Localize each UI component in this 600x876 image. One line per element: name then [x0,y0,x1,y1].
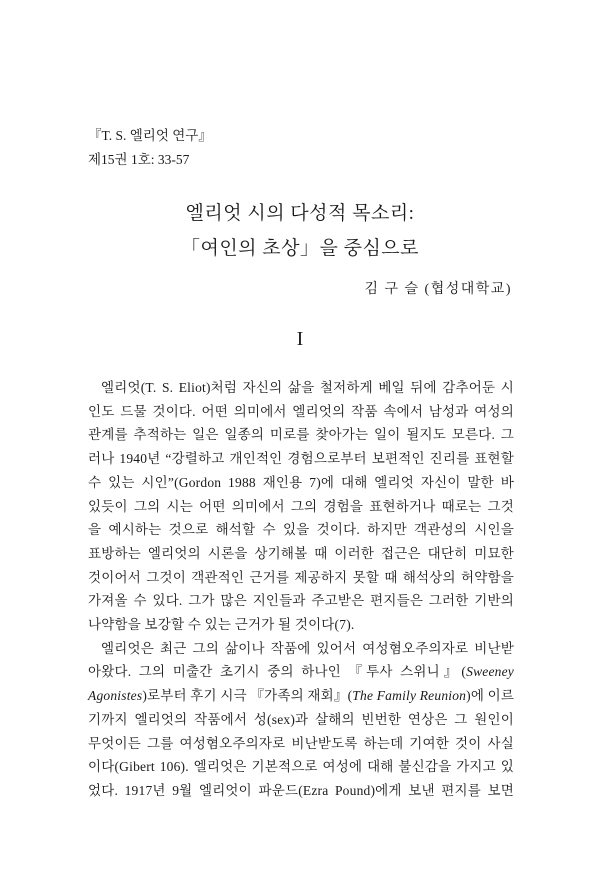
journal-name: 『T. S. 엘리엇 연구』 [88,128,212,143]
paragraph-2 [88,637,514,803]
italic-title: Sweeney [466,664,514,680]
text-segment: )로부터 후기 시극 『가족의 재회』( [142,688,353,704]
text-line: 었다. 1917년 9월 엘리엇이 파운드(Ezra Pound)에게 보낸 편지를 보면 [88,782,514,798]
section-number: I [296,328,304,350]
issue-info: 제15권 1호: 33-57 [88,152,190,167]
italic-title: The Family Reunion [352,688,467,704]
italic-title: Agonistes [88,688,143,704]
text-segment: 아왔다. 그의 미출간 초기시 중의 하나인 『투사 스위니』( [88,664,467,680]
text-line: 수 있는 시인”(Gordon 1988 재인용 7)에 대해 엘리엇 자신이 말한 바 [88,474,514,490]
text-line: 표방하는 엘리엇의 시론을 상기해볼 때 이러한 접근은 대단히 미묘한 [88,545,514,561]
journal-header [88,124,212,172]
title-line-2: 「여인의 초상」을 중심으로 [180,238,420,259]
text-line [88,684,514,708]
text-line: 기까지 엘리엇의 작품에서 성(sex)과 살해의 빈번한 연상은 그 원인이 [88,711,514,727]
text-line: 인도 드물 것이다. 어떤 의미에서 엘리엇의 작품 속에서 남성과 여성의 [88,403,514,419]
text-line: 을 예시하는 것으로 해석할 수 있을 것이다. 하지만 객관성의 시인을 [88,522,514,538]
body-text [88,376,514,803]
title-line-1: 엘리엇 시의 다성적 목소리: [185,203,415,224]
author-affiliation: 김 구 슬 (협성대학교) [364,282,512,297]
text-line: 무엇이든 그를 여성혐오주의자로 비난받도록 하는데 기여한 것이 사실 [88,735,514,751]
text-line: 엘리엇(T. S. Eliot)처럼 자신의 삶을 철저하게 베일 뒤에 감추어둔 시 [101,380,514,395]
text-segment: )에 이르 [466,688,515,704]
text-line: 관계를 추적하는 일은 일종의 미로를 찾아가는 일이 될지도 모른다. 그 [88,427,514,443]
text-line: 것이어서 그것이 객관적인 근거를 제공하지 못할 때 해석상의 허약함을 [88,569,514,585]
text-line: 러나 1940년 “강렬하고 개인적인 경험으로부터 보편적인 진리를 표현할 [88,451,514,467]
text-line: 가져올 수 있다. 그가 많은 지인들과 주고받은 편지들은 그러한 기반의 [88,593,514,609]
text-line: 엘리엇은 최근 그의 삶이나 작품에 있어서 여성혐오주의자로 비난받 [101,640,514,656]
text-line: 나약함을 보강할 수 있는 근거가 될 것이다(7). [88,617,355,633]
paragraph-1 [88,376,514,637]
text-line: 있듯이 그의 시는 어떤 의미에서 그의 경험을 표현하거나 때로는 그것 [88,498,514,514]
text-line: 이다(Gibert 106). 엘리엇은 기본적으로 여성에 대해 불신감을 가지고 있 [88,759,514,775]
text-line [88,660,514,684]
paper-title [0,196,600,266]
